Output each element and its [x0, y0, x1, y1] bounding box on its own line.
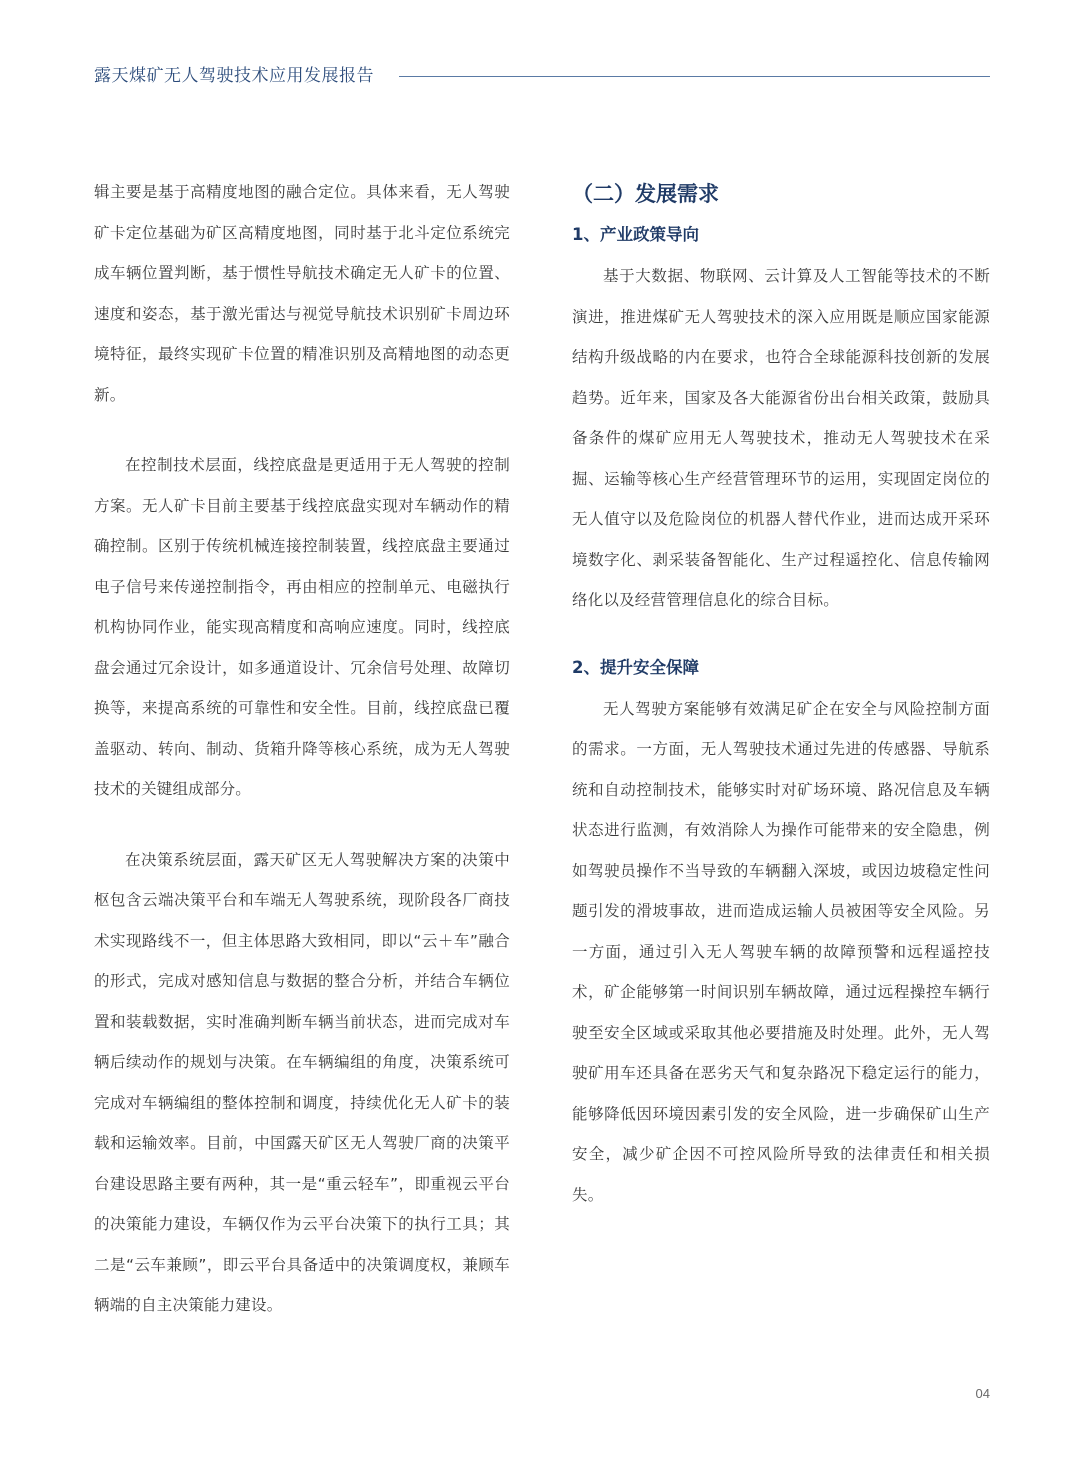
subsection-title-safety: 2、提升安全保障: [572, 657, 699, 677]
paragraph-policy: 基于大数据、物联网、云计算及人工智能等技术的不断演进，推进煤矿无人驾驶技术的深入应用既是顺应国家能源结构升级战略的内在要求，也符合全球能源科技创新的发展趋势。近年来，国家及各大能源省份出台相关政策，鼓励具备条件的煤矿应用无人驾驶技术，推动无人驾驶技术在采掘、运输等核心生产经营管理环节的运用，实现固定岗位的无人值守以及危险岗位的机器人替代作业，进而达成开采环境数字化、剥采装备智能化、生产过程遥控化、信息传输网络化以及经营管理信息化的综合目标。: [572, 267, 990, 609]
paragraph-safety: 无人驾驶方案能够有效满足矿企在安全与风险控制方面的需求。一方面，无人驾驶技术通过先进的传感器、导航系统和自动控制技术，能够实时对矿场环境、路况信息及车辆状态进行监测，有效消除人为操作可能带来的安全隐患，例如驾驶员操作不当导致的车辆翻入深坡，或因边坡稳定性问题引发的滑坡事故，进而造成运输人员被困等安全风险。另一方面，通过引入无人驾驶车辆的故障预警和远程遥控技术，矿企能够第一时间识别车辆故障，通过远程操控车辆行驶至安全区域或采取其他必要措施及时处理。此外，无人驾驶矿用车还具备在恶劣天气和复杂路况下稳定运行的能力，能够降低因环境因素引发的安全风险，进一步确保矿山生产安全，减少矿企因不可控风险所导致的法律责任和相关损失。: [572, 699, 990, 1204]
right-column: [572, 176, 990, 1215]
header-divider: [399, 76, 990, 77]
left-column: [94, 172, 510, 1326]
paragraph-decision-system: 在决策系统层面，露天矿区无人驾驶解决方案的决策中枢包含云端决策平台和车端无人驾驶系统，现阶段各厂商技术实现路线不一，但主体思路大致相同，即以“云＋车”融合的形式，完成对感知信息与数据的整合分析，并结合车辆位置和装载数据，实时准确判断车辆当前状态，进而完成对车辆后续动作的规划与决策。在车辆编组的角度，决策系统可完成对车辆编组的整体控制和调度，持续优化无人矿卡的装载和运输效率。目前，中国露天矿区无人驾驶厂商的决策平台建设思路主要有两种，其一是“重云轻车”，即重视云平台的决策能力建设，车辆仅作为云平台决策下的执行工具；其二是“云车兼顾”，即云平台具备适中的决策调度权，兼顾车辆端的自主决策能力建设。: [94, 850, 510, 1314]
paragraph-gap: [94, 810, 510, 840]
subsection-title-policy: 1、产业政策导向: [572, 225, 699, 244]
paragraph-control-technology: 在控制技术层面，线控底盘是更适用于无人驾驶的控制方案。无人矿卡目前主要基于线控底盘实现对车辆动作的精确控制。区别于传统机械连接控制装置，线控底盘主要通过电子信号来传递控制指令，再由相应的控制单元、电磁执行机构协同作业，能实现高精度和高响应速度。同时，线控底盘会通过冗余设计，如多通道设计、冗余信号处理、故障切换等，来提高系统的可靠性和安全性。目前，线控底盘已覆盖驱动、转向、制动、货箱升降等核心系统，成为无人驾驶技术的关键组成部分。: [94, 456, 510, 798]
paragraph-gap: [572, 621, 990, 651]
paragraph-gap: [94, 415, 510, 445]
section-title: （二）发展需求: [572, 182, 719, 206]
paragraph-positioning: 辑主要是基于高精度地图的融合定位。具体来看，无人驾驶矿卡定位基础为矿区高精度地图，同时基于北斗定位系统完成车辆位置判断，基于惯性导航技术确定无人矿卡的位置、速度和姿态，基于激光雷达与视觉导航技术识别矿卡周边环境特征，最终实现矿卡位置的精准识别及高精地图的动态更新。: [94, 183, 510, 404]
page-number: 04: [975, 1386, 990, 1401]
page-header: [94, 60, 990, 92]
report-title: 露天煤矿无人驾驶技术应用发展报告: [94, 66, 374, 86]
